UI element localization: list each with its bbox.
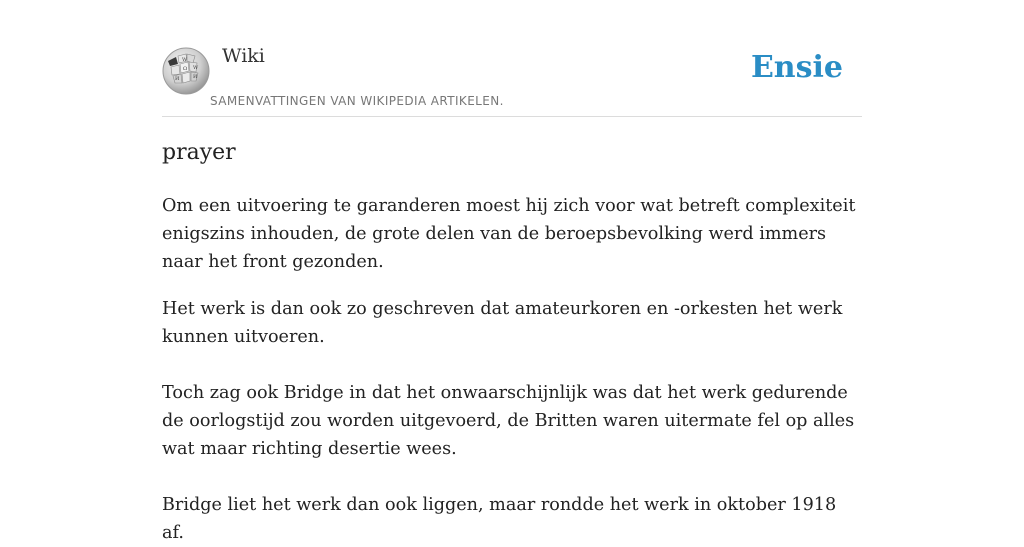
- article-body: [162, 192, 862, 547]
- svg-text:Ѝ: Ѝ: [193, 74, 198, 80]
- svg-text:Ѝ: Ѝ: [175, 76, 180, 82]
- article-paragraph: Het werk is dan ook zo geschreven dat amateurkoren en -orkesten het werk kunnen uitvoeren. Toch zag ook Bridge in dat het onwaarschijnlijk was dat het werk gedurende de oorlogstijd zou worden uitgevoerd, de Britten waren uitermate fel op alles wat maar richting desertie wees. Bridge liet het werk dan ook liggen, maar rondde het werk in oktober 1918 af.: [162, 299, 855, 543]
- article-paragraph: Om een uitvoering te garanderen moest hij zich voor wat betreft complexiteit enigszins inhouden, de grote delen van de beroepsbevolking werd immers naar het front gezonden.: [162, 196, 856, 272]
- site-tagline: SAMENVATTINGEN VAN WIKIPEDIA ARTIKELEN.: [210, 94, 504, 108]
- svg-text:W: W: [193, 65, 199, 71]
- page-title: prayer: [162, 140, 236, 165]
- svg-text:Ω: Ω: [183, 66, 188, 72]
- site-header: [162, 0, 862, 117]
- page: [162, 0, 862, 543]
- ensie-brand-link[interactable]: Ensie: [750, 50, 843, 85]
- svg-text:W: W: [182, 57, 188, 63]
- wikipedia-globe-icon[interactable]: [162, 47, 210, 95]
- site-name-link[interactable]: Wiki: [222, 45, 265, 67]
